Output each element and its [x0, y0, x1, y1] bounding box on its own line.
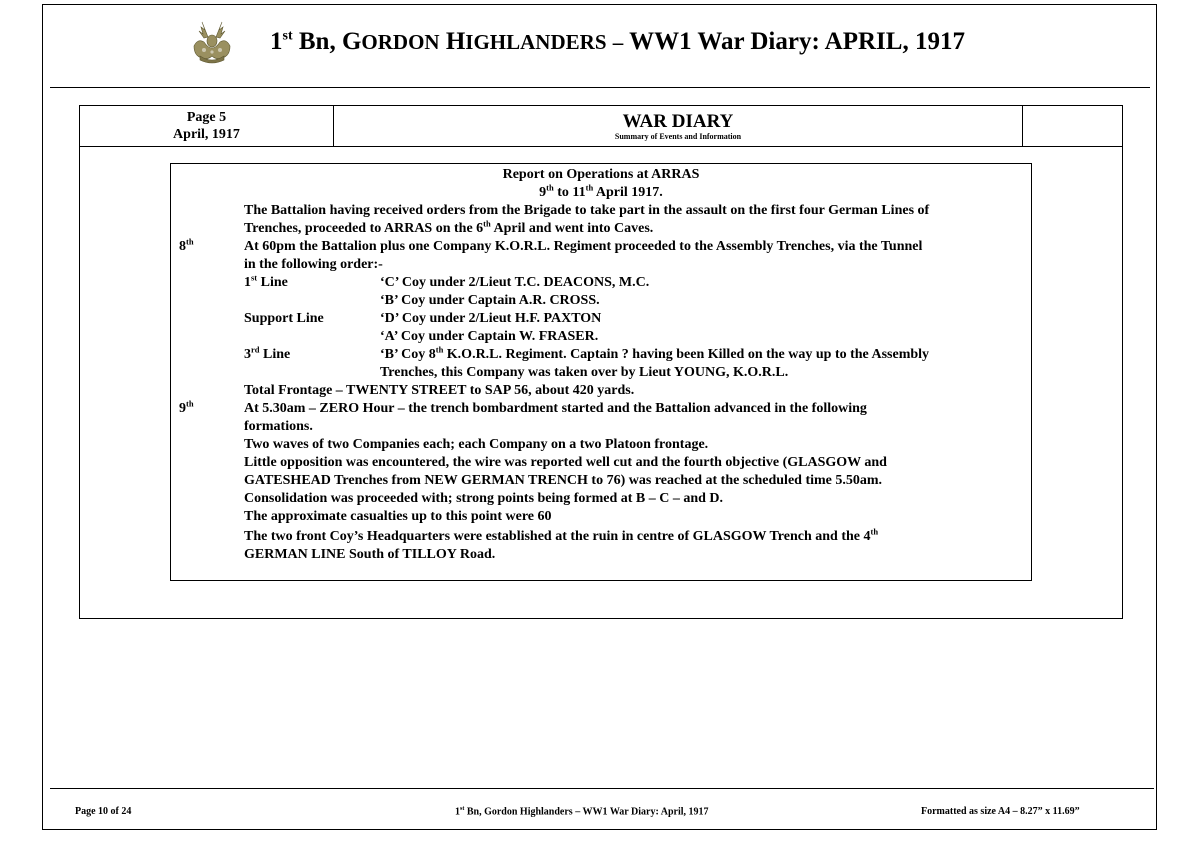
report-line: Consolidation was proceeded with; strong points being formed at B – C – and D. — [244, 491, 724, 506]
war-diary-subtitle: Summary of Events and Information — [614, 132, 742, 141]
line-label: 3rd Line — [244, 344, 291, 362]
report-dates: 9th to 11th April 1917. — [539, 182, 663, 200]
report-line: The two front Coy’s Headquarters were established at the ruin in centre of GLASGOW Trench and the 4th — [244, 526, 879, 544]
report-line: ‘B’ Coy under Captain A.R. CROSS. — [380, 293, 600, 308]
report-line: ‘C’ Coy under 2/Lieut T.C. DEACONS, M.C. — [380, 275, 650, 290]
report-box — [170, 163, 1032, 581]
footer-page-number: Page 10 of 24 — [75, 806, 132, 817]
gordon-highlanders-stag-badge-icon — [190, 18, 234, 64]
footer-title: 1st Bn, Gordon Highlanders – WW1 War Diary: April, 1917 — [455, 806, 709, 818]
report-line: At 5.30am – ZERO Hour – the trench bombardment started and the Battalion advanced in the following — [244, 401, 867, 416]
report-line: GERMAN LINE South of TILLOY Road. — [244, 547, 496, 562]
report-line: Total Frontage – TWENTY STREET to SAP 56, about 420 yards. — [244, 383, 635, 398]
column-divider — [1022, 106, 1023, 146]
diary-month: April, 1917 — [173, 127, 240, 142]
report-line: The Battalion having received orders from the Brigade to take part in the assault on the first four German Lines of — [244, 203, 930, 218]
report-line: ‘B’ Coy 8th K.O.R.L. Regiment. Captain ? having been Killed on the way up to the Assembly — [380, 344, 930, 362]
report-line: ‘D’ Coy under 2/Lieut H.F. PAXTON — [380, 311, 602, 326]
war-diary-title: WAR DIARY — [622, 111, 734, 132]
footer-format-note: Formatted as size A4 – 8.27” x 11.69” — [921, 806, 1080, 817]
report-line: in the following order:- — [244, 257, 383, 272]
diary-page-number: Page 5 — [186, 110, 227, 125]
report-line: ‘A’ Coy under Captain W. FRASER. — [380, 329, 599, 344]
header-divider — [50, 87, 1150, 88]
report-line: GATESHEAD Trenches from NEW GERMAN TRENCH to 76) was reached at the scheduled time 5.50am. — [244, 473, 883, 488]
report-line: The approximate casualties up to this point were 60 — [244, 509, 552, 524]
report-line: Little opposition was encountered, the wire was reported well cut and the fourth objective (GLASGOW and — [244, 455, 887, 470]
report-line: Two waves of two Companies each; each Company on a two Platoon frontage. — [244, 437, 709, 452]
report-line: Trenches, proceeded to ARRAS on the 6th April and went into Caves. — [244, 218, 654, 236]
line-label: 1st Line — [244, 272, 288, 290]
report-title: Report on Operations at ARRAS — [502, 167, 700, 182]
line-label: Support Line — [244, 311, 324, 326]
report-line: Trenches, this Company was taken over by Lieut YOUNG, K.O.R.L. — [380, 365, 789, 380]
page-cell — [80, 109, 333, 143]
footer-divider — [50, 788, 1154, 789]
diary-table-header-row — [80, 106, 1122, 147]
date-marker: 8th — [179, 236, 194, 254]
report-line: At 60pm the Battalion plus one Company K.O.R.L. Regiment proceeded to the Assembly Trenches, via the Tunnel — [244, 239, 923, 254]
title-cell — [334, 111, 1022, 142]
report-line: formations. — [244, 419, 313, 434]
date-marker: 9th — [179, 398, 194, 416]
page-header-title: 1st Bn, GORDON HIGHLANDERS – WW1 War Diary: APRIL, 1917 — [270, 28, 965, 55]
